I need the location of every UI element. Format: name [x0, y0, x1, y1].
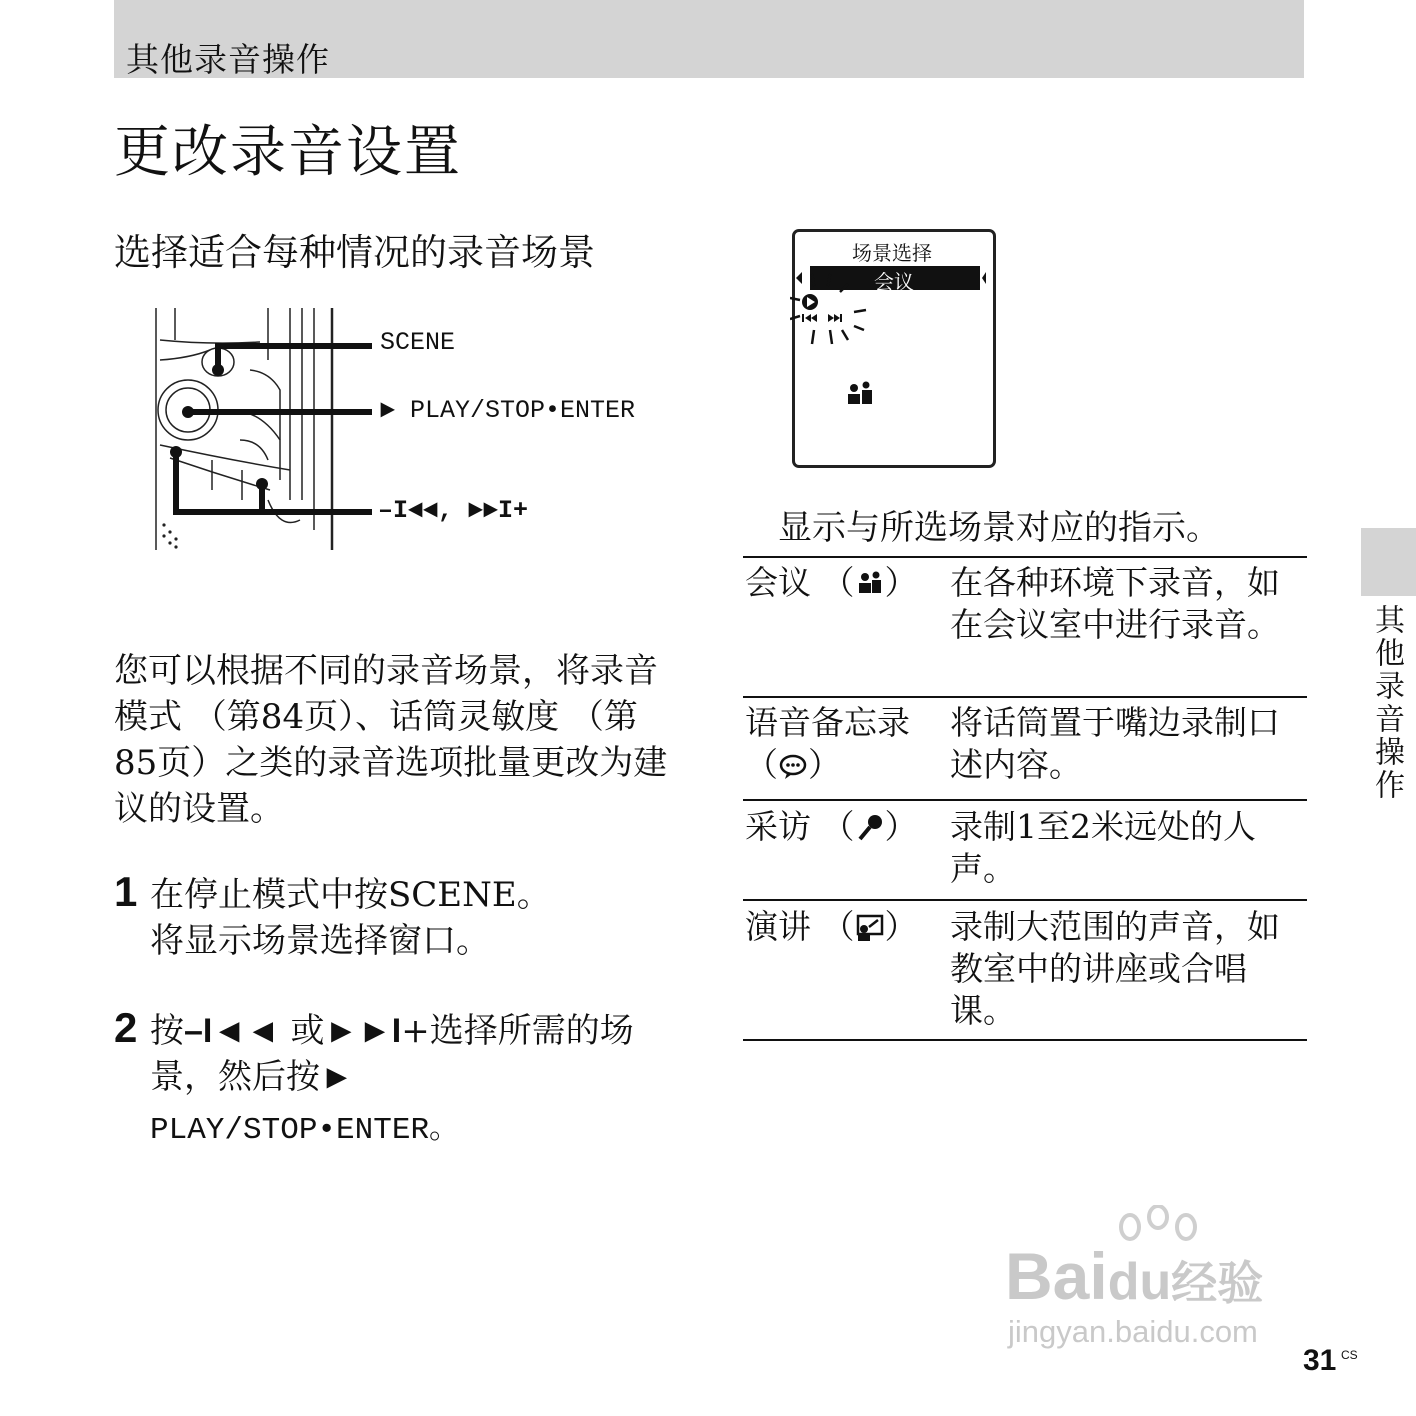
step-2-text: [150, 1008, 650, 1154]
screen-selected-scene: 会议: [874, 270, 914, 294]
table-rule-2: [743, 799, 1307, 801]
next-button-symbol: ►►I: [324, 1012, 402, 1050]
page-number-suffix: CS: [1341, 1348, 1358, 1362]
table-row-voice-memo-desc: 将话筒置于嘴边录制口述内容。: [950, 703, 1280, 784]
label-skip: –I◄◄, ►►I+: [378, 496, 529, 525]
screen-caption: 显示与所选场景对应的指示。: [778, 508, 1220, 548]
scene-name: 语音备忘录: [745, 703, 910, 742]
scene-close: ）: [884, 807, 918, 846]
watermark-brand: [1005, 1238, 1263, 1314]
table-row-lecture-label: [745, 906, 918, 948]
body-paragraph: 您可以根据不同的录音场景，将录音模式 （第84页）、话筒灵敏度 （第85页）之类的录音选项批量更改为建议的设置。: [114, 651, 668, 829]
scene-name: 采访 （: [745, 807, 855, 846]
table-row-voice-memo-label: [745, 702, 910, 786]
watermark-brand-du: du: [1107, 1253, 1172, 1311]
section-title: 选择适合每种情况的录音场景: [114, 231, 595, 274]
step-2-pre: 按: [150, 1011, 184, 1051]
table-row-meeting-desc: 在各种环境下录音，如在会议室中进行录音。: [950, 563, 1280, 644]
scene-open: （: [745, 745, 778, 784]
header-section-label: 其他录音操作: [126, 40, 330, 79]
scene-close: ）: [884, 907, 918, 946]
step-2-number: 2: [114, 1004, 138, 1051]
step-1-text: [150, 872, 670, 964]
table-rule-3: [743, 899, 1307, 901]
watermark-brand-cn: 经验: [1171, 1257, 1264, 1309]
step-2-or: 或: [279, 1011, 325, 1051]
page-number: 31: [1303, 1344, 1337, 1377]
label-scene: SCENE: [380, 328, 456, 357]
meeting-scene-icon: [848, 382, 872, 405]
meeting-icon: [855, 570, 885, 598]
step-1-line1: 在停止模式中按SCENE。: [150, 875, 551, 915]
table-row-meeting-label: [745, 562, 918, 604]
step-2-rest: +选择所需的场景，然后按: [150, 1011, 634, 1097]
side-tab-label: 其他录音操作: [1369, 604, 1404, 802]
label-play-stop-enter: ► PLAY/STOP•ENTER: [380, 396, 636, 425]
screen-title: 场景选择: [852, 241, 932, 265]
page-title: 更改录音设置: [114, 120, 462, 185]
scene-name: 演讲 （: [745, 907, 855, 946]
skip-buttons-icon: [802, 314, 842, 322]
side-tab-marker: [1361, 528, 1416, 596]
table-rule-bottom: [743, 1039, 1307, 1041]
prev-button-symbol: –I◄◄: [184, 1012, 280, 1050]
scene-close: ）: [808, 745, 841, 784]
watermark-brand-bai: Bai: [1005, 1239, 1108, 1313]
table-row-interview-label: [745, 806, 918, 848]
voice-memo-icon: [778, 752, 808, 780]
scene-close: ）: [884, 563, 918, 602]
lecture-icon: [855, 913, 885, 943]
screen-glyphs: [790, 264, 1000, 444]
step-2-play: PLAY/STOP•ENTER。: [150, 1113, 461, 1148]
table-row-lecture-desc: 录制大范围的声音，如教室中的讲座或合唱课。: [950, 907, 1280, 1030]
play-button-symbol: ►: [320, 1058, 354, 1096]
blink-rays-icon: [790, 274, 866, 344]
step-1-number: 1: [114, 868, 138, 915]
scene-name: 会议 （: [745, 563, 855, 602]
arrow-right-icon: [982, 272, 986, 284]
watermark-url: jingyan.baidu.com: [1008, 1314, 1258, 1349]
table-rule-1: [743, 696, 1307, 698]
table-rule-top: [743, 556, 1307, 558]
table-row-interview-desc: 录制1至2米远处的人声。: [950, 807, 1256, 888]
interview-mic-icon: [855, 813, 885, 843]
arrow-left-icon: [796, 272, 802, 284]
step-1-line2: 将显示场景选择窗口。: [150, 921, 490, 961]
